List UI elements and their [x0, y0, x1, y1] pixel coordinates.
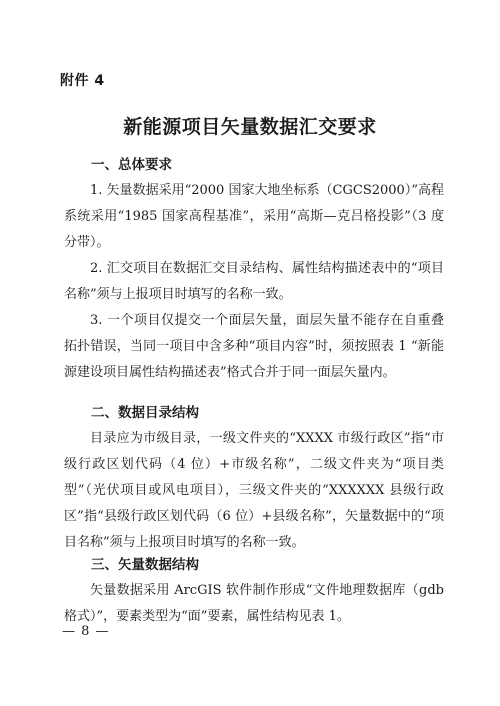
paragraph-vector-structure: 矢量数据采用 ArcGIS 软件制作形成“文件地理数据库（gdb 格式）”，要素类型为“面”要素，属性结构见表 1。 [64, 583, 444, 624]
paragraph-directory-structure: 目录应为市级目录，一级文件夹的“XXXX 市级行政区”指“市级行政区划代码（4 位）+市级名称”，二级文件夹为“项目类型”（光伏项目或风电项目），三级文件夹的“XXXXXX 县级行政区”指“县级行政区划代码（6 位）+县级名称”，矢量数据中的“项目名称”须与上报项目时填写的名称一致。 [64, 431, 444, 550]
section-body-vector [64, 578, 444, 630]
section-body-directory [64, 426, 444, 556]
attachment-label: 附件 4 [60, 73, 105, 89]
paragraph-single-layer: 3. 一个项目仅提交一个面层矢量，面层矢量不能存在自重叠拓扑错误，当同一项目中含多种“项目内容”时，须按照表 1 “新能源建设项目属性结构描述表”格式合并于同一面层矢量内。 [64, 313, 444, 380]
section-body-general [64, 178, 444, 386]
paragraph-project-name: 2. 汇交项目在数据汇交目录结构、属性结构描述表中的“项目名称”须与上报项目时填写的名称一致。 [64, 261, 444, 302]
paragraph-coordinate-system: 1. 矢量数据采用“2000 国家大地坐标系（CGCS2000）”高程系统采用“1985 国家高程基准”，采用“高斯—克吕格投影”（3 度分带）。 [64, 183, 444, 250]
page-number: — 8 — [62, 624, 110, 639]
section-heading-vector: 三、矢量数据结构 [91, 557, 199, 573]
section-heading-general: 一、总体要求 [91, 157, 172, 173]
document-title: 新能源项目矢量数据汇交要求 [123, 116, 377, 138]
section-heading-directory: 二、数据目录结构 [91, 405, 199, 421]
